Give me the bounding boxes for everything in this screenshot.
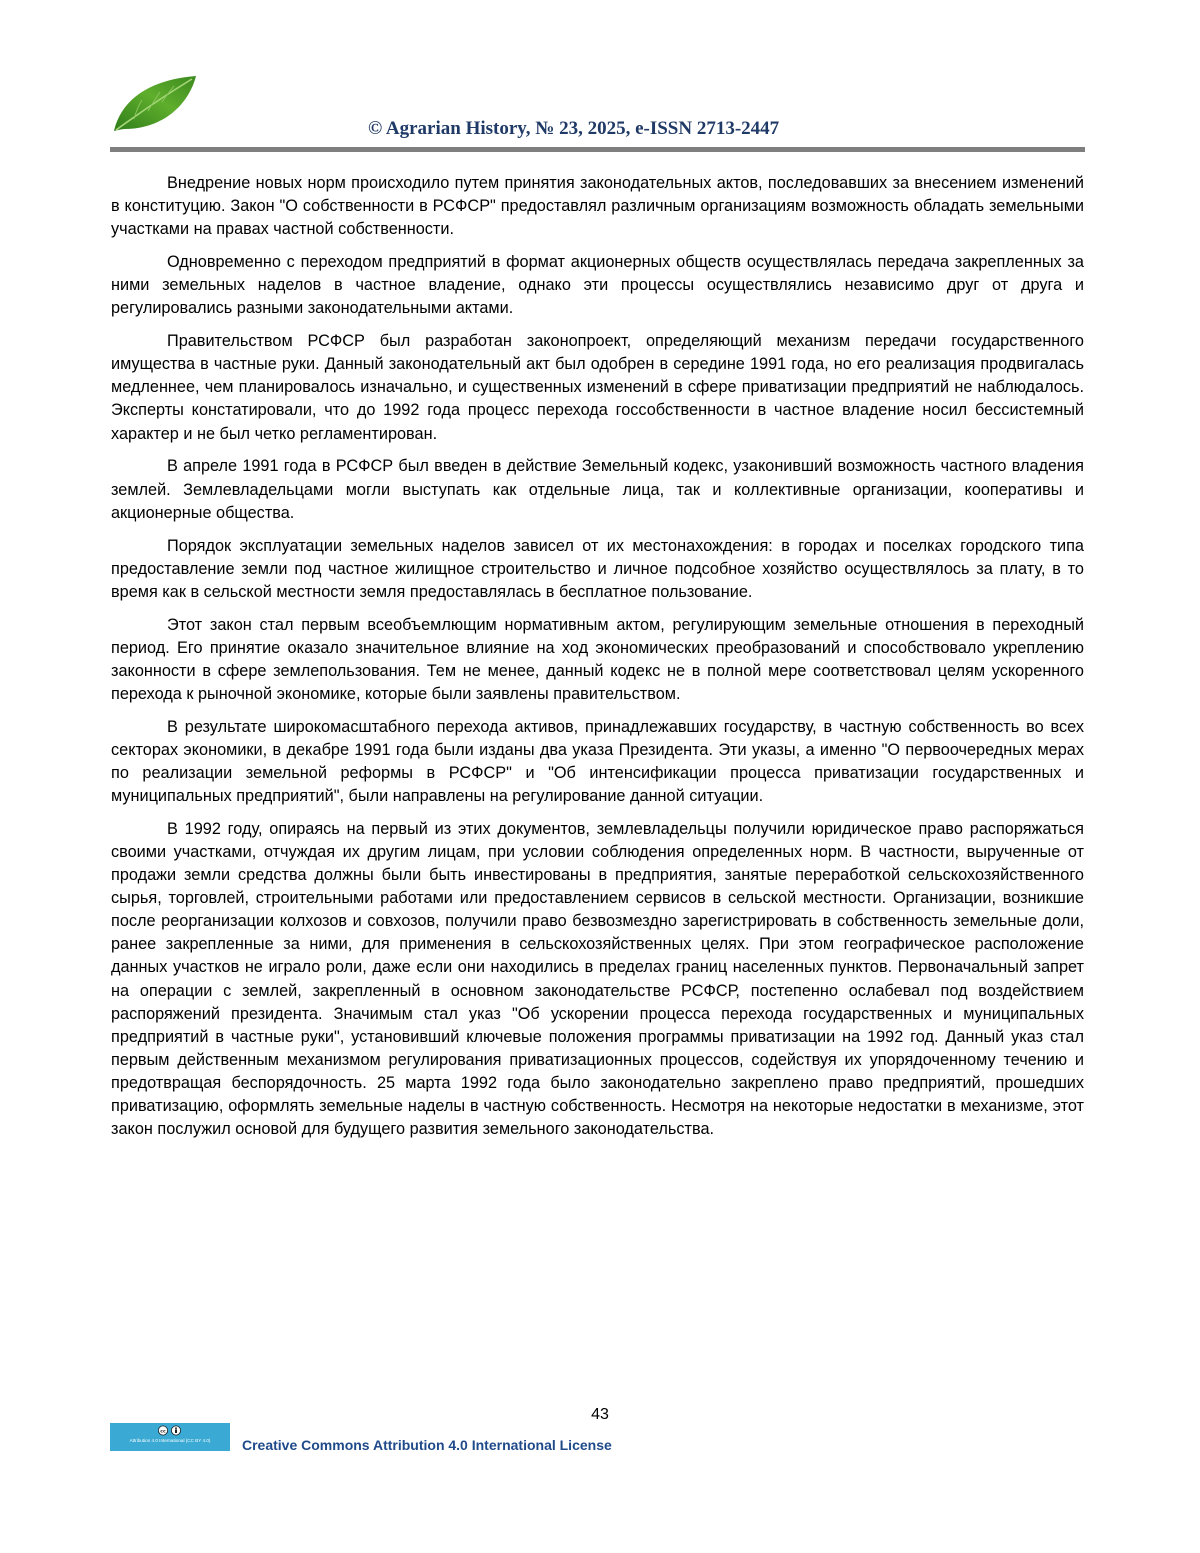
paragraph-8: В 1992 году, опираясь на первый из этих документов, землевладельцы получили юридическое право распоряжаться своими участками, отчуждая их другим лицам, при условии соблюдения определенных норм. В частности, вырученные от продажи земли средства должны были быть инвестированы в предприятия, занятые переработкой сельскохозяйственного сырья, торговлей, строительными работами или предоставлением сервисов в сельской местности. Организации, возникшие после реорганизации колхозов и совхозов, получили право безвозмездно зарегистрировать в собственность земельные доли, ранее закрепленные за ними, для применения в сельскохозяйственных целях. При этом географическое расположение данных участков не играло роли, даже если они находились в пределах границ населенных пунктов. Первоначальный запрет на операции с землей, закрепленный в основном законодательстве РСФСР, постепенно ослабевал под воздействием распоряжений президента. Значимым стал указ "Об ускорении процесса перехода государственных и муниципальных предприятий в частные руки", установивший ключевые положения программы приватизации на 1992 год. Данный указ стал первым действенным механизмом регулирования приватизационных процессов, содействуя их упорядоченному течению и предотвращая беспорядочность. 25 марта 1992 года было законодательно закреплено право предприятий, прошедших приватизацию, оформлять земельные наделы в частную собственность. Несмотря на некоторые недостатки в механизме, этот закон послужил основой для будущего развития земельного законодательства.: [111, 819, 1084, 1139]
paragraph-2: Одновременно с переходом предприятий в формат акционерных обществ осуществлялась передача закрепленных за ними земельных наделов в частное владение, однако эти процессы осуществлялись независимо друг от друга и регулировались разными законодательными актами.: [111, 253, 1084, 318]
paragraph-1: Внедрение новых норм происходило путем принятия законодательных актов, последовавших за внесением изменений в конституцию. Закон "О собственности в РСФСР" предоставлял различным организациям возможность обладать земельными участками на правах частной собственности.: [111, 174, 1084, 239]
leaf-logo-icon: [112, 74, 198, 134]
article-body: [111, 172, 1084, 1151]
paragraph-3: Правительством РСФСР был разработан законопроект, определяющий механизм передачи государственного имущества в частные руки. Данный законодательный акт был одобрен в середине 1991 года, но его реализация продвигалась медленнее, чем планировалось изначально, и существенных изменений в сфере приватизации предприятий не наблюдалось. Эксперты констатировали, что до 1992 года процесс перехода госсобственности в частное владение носил бессистемный характер и не был четко регламентирован.: [111, 332, 1084, 443]
journal-title: © Agrarian History, № 23, 2025, e-ISSN 2713-2447: [368, 118, 780, 139]
paragraph-4: В апреле 1991 года в РСФСР был введен в действие Земельный кодекс, узаконивший возможность частного владения землей. Землевладельцами могли выступать как отдельные лица, так и коллективные организации, кооперативы и акционерные общества.: [111, 457, 1084, 522]
page-number: 43: [591, 1406, 609, 1423]
paragraph-6: Этот закон стал первым всеобъемлющим нормативным актом, регулирующим земельные отношения в переходный период. Его принятие оказало значительное влияние на ход экономических преобразований и способствовало укреплению законности в сфере землепользования. Тем не менее, данный кодекс не в полной мере соответствовал целям ускоренного перехода к рыночной экономике, которые были заявлены правительством.: [111, 615, 1084, 703]
cc-by-icon: [156, 1425, 186, 1436]
svg-text:cc: cc: [160, 1429, 166, 1435]
paragraph-7: В результате широкомасштабного перехода активов, принадлежавших государству, в частную собственность во всех секторах экономики, в декабре 1991 года были изданы два указа Президента. Эти указы, а именно "О первоочередных мерах по реализации земельной реформы в РСФСР" и "Об интенсификации процесса приватизации государственных и муниципальных предприятий", были направлены на регулирование данной ситуации.: [111, 717, 1084, 806]
paragraph-5: Порядок эксплуатации земельных наделов зависел от их местонахождения: в городах и поселках городского типа предоставление земли под частное жилищное строительство и личное подсобное хозяйство осуществлялось за плату, в то время как в сельской местности земля предоставлялась в бесплатное пользование.: [111, 536, 1084, 601]
header-divider: [110, 147, 1085, 152]
license-link[interactable]: Creative Commons Attribution 4.0 International License: [242, 1437, 612, 1453]
cc-license-badge[interactable]: [110, 1423, 230, 1451]
cc-badge-label: Attribution 4.0 International (CC BY 4.0): [129, 1438, 211, 1443]
